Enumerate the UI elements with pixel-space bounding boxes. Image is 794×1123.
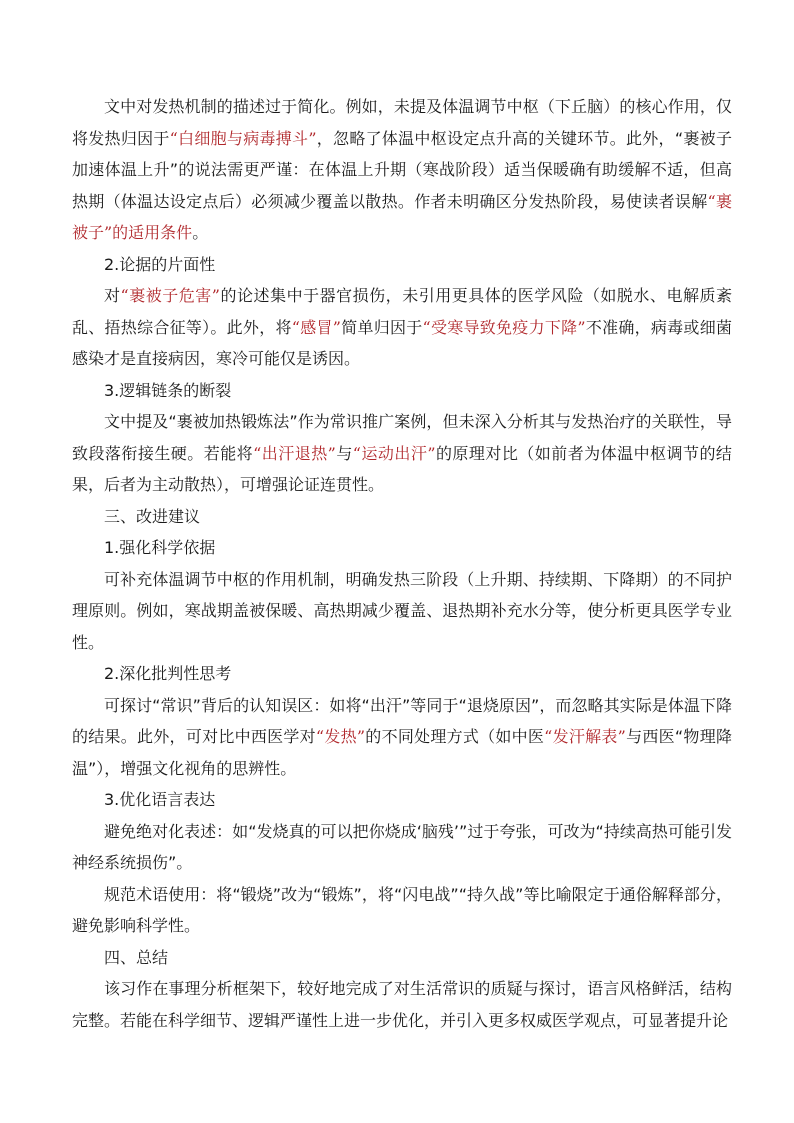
text-span: 与西医“物理降温”），增强文化视角的思辨性。 <box>72 727 732 778</box>
body-paragraph <box>72 564 732 659</box>
text-span: “裹被子加速体温上升” <box>72 128 732 179</box>
body-paragraph <box>72 280 732 375</box>
text-span: 。 <box>192 223 209 242</box>
section-heading <box>72 942 732 974</box>
highlighted-quote: “发热” <box>315 727 366 746</box>
body-paragraph <box>72 406 732 501</box>
text-span: 的原理对比（如前者为体温中枢调节的结果，后者为主动散热），可增强论证连贯性。 <box>72 443 732 494</box>
highlighted-quote: “运动出汗” <box>352 443 436 463</box>
highlighted-quote: “发汗解表” <box>544 727 626 746</box>
text-span: 3.逻辑链条的断裂 <box>104 380 232 400</box>
text-span: 文中对发热机制的描述过于简化。例如，未提及体温调节中枢（下丘脑）的核心作用，仅将发热归因于 <box>72 97 732 148</box>
highlighted-quote: “裹被子”的适用条件 <box>72 191 732 242</box>
text-span: 与 <box>335 443 353 463</box>
text-span: 四、总结 <box>104 947 169 967</box>
text-span: 2.论据的片面性 <box>104 254 216 274</box>
text-span: 不准确，病毒或细菌感染才是直接病因，寒冷可能仅是诱因。 <box>72 317 732 368</box>
text-span: 避免绝对化表述：如“发烧真的可以把你烧成‘脑残’”过于夸张，可改为“持续高热可能引发神经系统损伤”。 <box>72 821 732 872</box>
text-span: 1.强化科学依据 <box>104 538 216 557</box>
section-heading <box>72 501 732 533</box>
text-span: 的论述集中于器官损伤，未引用更具体的医学风险（如脱水、电解质紊乱、捂热综合征等）。此外，将 <box>72 286 732 337</box>
text-span: 可补充体温调节中枢的作用机制，明确发热三阶段（上升期、持续期、下降期）的不同护理原则。例如，寒战期盖被保暖、高热期减少覆盖、退热期补充水分等，使分析更具医学专业性。 <box>72 569 732 652</box>
document-page <box>72 91 732 1036</box>
text-span: 对 <box>104 286 121 305</box>
text-span: 规范术语使用：将“锻烧”改为“锻炼”，将“闪电战”“持久战”等比喻限定于通俗解释部分，避免影响科学性。 <box>72 884 732 935</box>
text-span: 3.优化语言表达 <box>104 790 216 809</box>
section-heading <box>72 532 732 564</box>
text-span: 2.深化批判性思考 <box>104 664 232 683</box>
text-span: 的不同处理方式（如中医 <box>365 727 545 746</box>
text-span: 的说法需更严谨：在体温上升期（寒战阶段）适当保暖确有助缓解不适，但高热期（体温达设定点后）必须减少覆盖以散热。作者未明确区分发热阶段，易使读者误解 <box>72 160 732 211</box>
section-heading <box>72 375 732 407</box>
highlighted-quote: “受寒导致免疫力下降” <box>422 317 586 337</box>
body-paragraph <box>72 973 732 1036</box>
text-span: ，忽略了体温中枢设定点升高的关键环节。此外， <box>316 128 675 148</box>
highlighted-quote: “感冒” <box>291 317 341 337</box>
section-heading <box>72 784 732 816</box>
highlighted-quote: “出汗退热” <box>253 443 336 463</box>
section-heading <box>72 249 732 281</box>
body-paragraph <box>72 816 732 879</box>
text-span: 简单归因于 <box>340 317 423 337</box>
text-span: 可探讨“常识”背后的认知误区：如将“出汗”等同于“退烧原因”，而忽略其实际是体温下降的结果。此外，可对比中西医学对 <box>72 695 732 746</box>
highlighted-quote: “白细胞与病毒搏斗” <box>169 128 317 148</box>
text-span: 文中提及“裹被加热锻炼法”作为常识推广案例，但未深入分析其与发热治疗的关联性，导致段落衔接生硬。若能将 <box>72 412 732 463</box>
text-span: 该习作在事理分析框架下，较好地完成了对生活常识的质疑与探讨，语言风格鲜活，结构完整。若能在科学细节、逻辑严谨性上进一步优化，并引入更多权威医学观点，可显著提升论 <box>72 979 732 1030</box>
highlighted-quote: “裹被子危害” <box>120 286 220 305</box>
section-heading <box>72 658 732 690</box>
body-paragraph <box>72 879 732 942</box>
body-paragraph <box>72 91 732 249</box>
body-paragraph <box>72 690 732 785</box>
text-span: 三、改进建议 <box>104 506 201 526</box>
